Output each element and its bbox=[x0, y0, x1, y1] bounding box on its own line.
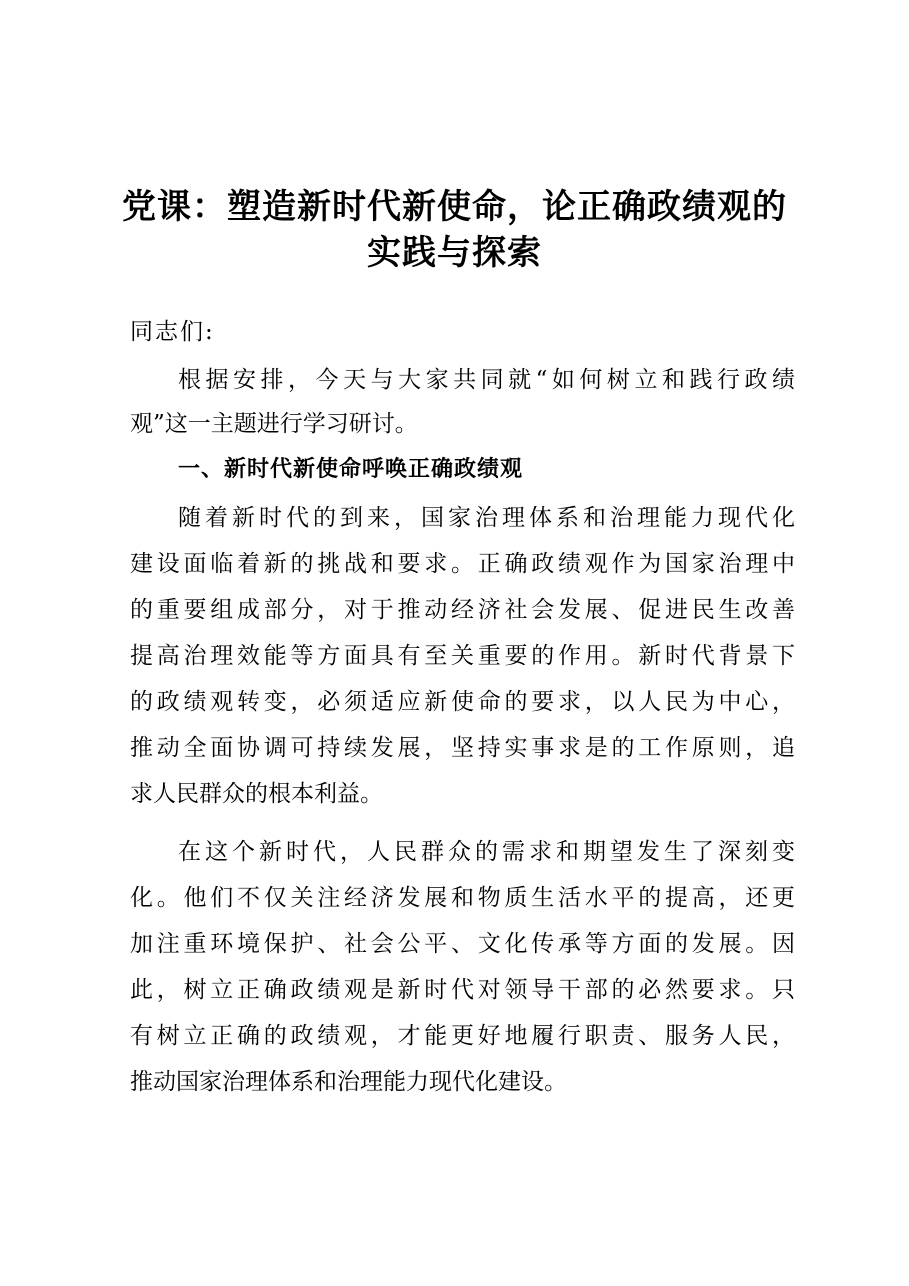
document-title-line-1: 党课：塑造新时代新使命，论正确政绩观的 bbox=[122, 187, 787, 227]
paragraph-1-line-6: 推动全面协调可持续发展，坚持实事求是的工作原则，追 bbox=[130, 735, 795, 761]
paragraph-1-line-5: 的政绩观转变，必须适应新使命的要求，以人民为中心， bbox=[130, 689, 795, 715]
paragraph-1-line-3: 的重要组成部分，对于推动经济社会发展、促进民生改善 bbox=[130, 597, 795, 623]
paragraph-2-line-6: 推动国家治理体系和治理能力现代化建设。 bbox=[130, 1069, 567, 1095]
paragraph-2-line-5: 有树立正确的政绩观，才能更好地履行职责、服务人民， bbox=[130, 1023, 795, 1049]
paragraph-1-line-7: 求人民群众的根本利益。 bbox=[130, 781, 383, 807]
intro-line-2: 观”这一主题进行学习研讨。 bbox=[130, 411, 418, 437]
section-heading: 一、新时代新使命呼唤正确政绩观 bbox=[178, 457, 524, 482]
paragraph-2-line-3: 加注重环境保护、社会公平、文化传承等方面的发展。因 bbox=[130, 931, 795, 957]
paragraph-2-line-4: 此，树立正确政绩观是新时代对领导干部的必然要求。只 bbox=[130, 977, 795, 1003]
intro-line-1: 根据安排，今天与大家共同就“如何树立和践行政绩 bbox=[178, 367, 795, 393]
paragraph-1-line-4: 提高治理效能等方面具有至关重要的作用。新时代背景下 bbox=[130, 643, 795, 669]
paragraph-2-line-1: 在这个新时代，人民群众的需求和期望发生了深刻变 bbox=[178, 839, 795, 865]
paragraph-1-line-1: 随着新时代的到来，国家治理体系和治理能力现代化 bbox=[178, 505, 795, 531]
salutation: 同志们: bbox=[130, 319, 215, 345]
paragraph-1-line-2: 建设面临着新的挑战和要求。正确政绩观作为国家治理中 bbox=[130, 551, 795, 577]
paragraph-2-line-2: 化。他们不仅关注经济发展和物质生活水平的提高，还更 bbox=[130, 885, 795, 911]
document-title-line-2: 实践与探索 bbox=[367, 233, 542, 273]
